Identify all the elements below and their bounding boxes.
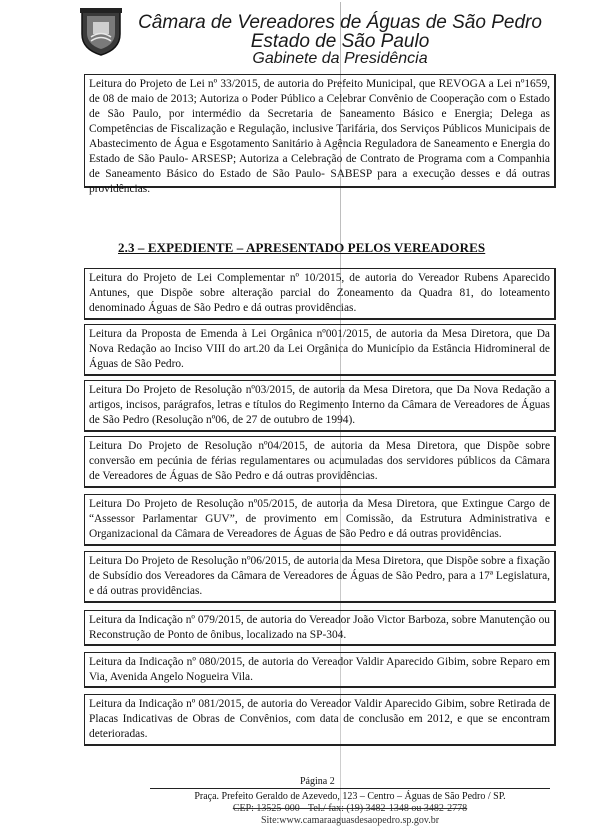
agenda-item [84, 610, 556, 646]
agenda-item [84, 436, 556, 488]
agenda-item [84, 268, 556, 320]
agenda-item-bill-33 [84, 74, 556, 195]
agenda-item [84, 324, 556, 376]
footer-site: Site:www.camaraaguasdesaopedro.sp.gov.br [260, 815, 440, 826]
header-chamber-name: Câmara de Vereadores de Águas de São Pedro [138, 12, 542, 33]
agenda-item [84, 494, 556, 546]
agenda-item-text: Leitura Do Projeto de Resolução nº06/2015, de autoria da Mesa Diretora, que Dispõe sobre a fixação de Subsídio dos Vereadores da Câmara de Vereadores de Águas de São Pedro, para a 17ª Legislatura, e dá outras providências. [89, 555, 550, 597]
agenda-item [84, 551, 556, 603]
agenda-item [84, 694, 556, 746]
agenda-item-text: Leitura da Indicação nº 081/2015, de autoria do Vereador Valdir Aparecido Gibim, sobre Retirada de Placas Indicativas de Obras de Convênios, com data de conclusão em 2012, e que se encontram deterioradas. [89, 698, 550, 740]
page-number: Página 2 [300, 776, 335, 787]
agenda-item-text: Leitura da Indicação nº 079/2015, de autoria do Vereador João Victor Barboza, sobre Manutenção ou Reconstrução de Ponto de ônibus, localizado na SP-304. [89, 614, 550, 641]
agenda-item-text: Leitura do Projeto de Lei nº 33/2015, de autoria do Prefeito Municipal, que REVOGA a Lei nº1659, de 08 de maio de 2013; Autoriza o Poder Público a Celebrar Convênio de Cooperação com o Estado de São Paulo, por intermédio da Secretaria de Saneamento Básico e Energia; Delega as Competências de Fiscalização e Regulação, inclusive Tarifária, dos Serviços Públicos Municipais de Abastecimento de Água e Esgotamento Sanitário à Agência Reguladora de Saneamento e Energia do Estado de São Paulo- ARSESP; Autoriza a Celebração de Contrato de Programa com a Companhia de Saneamento Básico do Estado de São Paulo- SABESP para a execução desses e dá outras providências. [89, 78, 550, 195]
agenda-item-text: Leitura Do Projeto de Resolução nº04/2015, de autoria da Mesa Diretora, que Dispõe sobre conversão em pecúnia de férias regulamentares ou acumuladas dos servidores públicos da Câmara de Vereadores de Águas de São Pedro e dá outras providências. [89, 440, 550, 482]
agenda-item-text: Leitura da Proposta de Emenda à Lei Orgânica nº001/2015, de autoria da Mesa Diretora, que Da Nova Redação ao Inciso VIII do art.20 da Lei Orgânica do Município da Estância Hidromineral de Águas de São Pedro. [89, 328, 550, 370]
agenda-item-text: Leitura do Projeto de Lei Complementar nº 10/2015, de autoria do Vereador Rubens Aparecido Antunes, que Dispõe sobre alteração parcial do Zoneamento da Quadra 81, do loteamento denominado Águas de São Pedro e dá outras providências. [89, 272, 550, 314]
municipal-crest-icon [78, 8, 124, 56]
footer-address: Praça. Prefeito Geraldo de Azevedo, 123 – Centro – Águas de São Pedro / SP. [194, 791, 506, 802]
header-office: Gabinete da Presidência [252, 50, 428, 67]
agenda-item [84, 380, 556, 432]
header-state: Estado de São Paulo [250, 31, 430, 52]
footer-contact: CEP: 13525-000 - Tel./ fax: (19) 3482-1348 ou 3482-2778 [232, 803, 468, 814]
footer-divider [150, 788, 550, 789]
section-title: 2.3 – EXPEDIENTE – APRESENTADO PELOS VEREADORES [118, 240, 486, 255]
agenda-item-text: Leitura da Indicação nº 080/2015, de autoria do Vereador Valdir Aparecido Gibim, sobre Reparo em Via, Avenida Angelo Nogueira Vila. [89, 656, 550, 683]
agenda-item-text: Leitura Do Projeto de Resolução nº05/2015, de autoria da Mesa Diretora, que Extingue Cargo de “Assessor Parlamentar GUV”, de provimento em Comissão, da Estrutura Administrativa e Organizacional da Câmara de Vereadores de Águas de São Pedro e dá outras providências. [89, 498, 550, 540]
agenda-item [84, 652, 556, 688]
agenda-item-text: Leitura Do Projeto de Resolução nº03/2015, de autoria da Mesa Diretora, que Da Nova Redação a artigos, incisos, parágrafos, letras e títulos do Regimento Interno da Câmara de Vereadores de Águas de São Pedro (Resolução nº06, de 27 de outubro de 1994). [89, 384, 550, 426]
